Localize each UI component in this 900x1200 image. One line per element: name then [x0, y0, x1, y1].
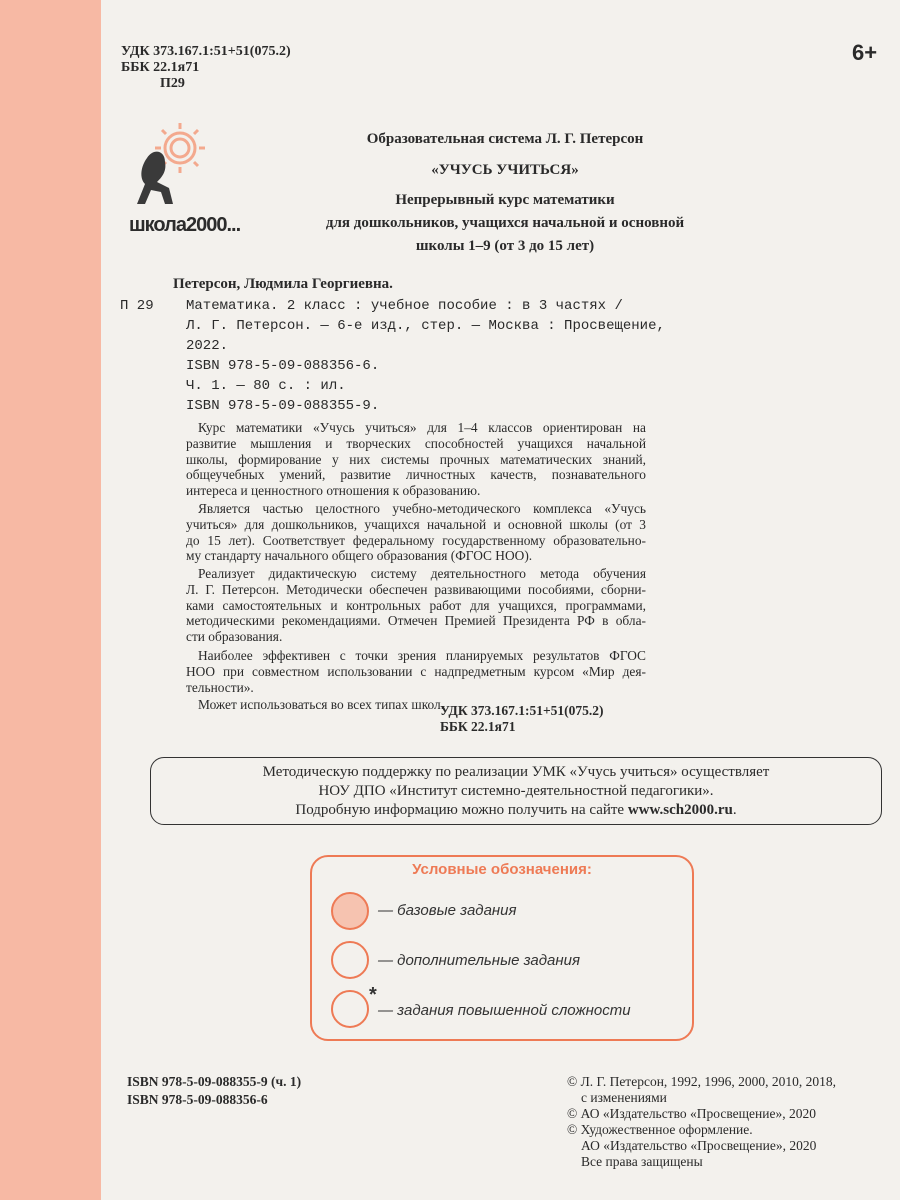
copyright-line: © Л. Г. Петерсон, 1992, 1996, 2000, 2010, 2018,: [567, 1074, 837, 1089]
isbn-set: ISBN 978-5-09-088356-6: [127, 1092, 268, 1107]
series-desc-1: Непрерывный курс математики: [395, 192, 615, 208]
logo-text: школа2000...: [129, 214, 241, 236]
catalog-line: ISBN 978-5-09-088356-6.: [186, 358, 380, 374]
support-line-3: Подробную информацию можно получить на сайте www.sch2000.ru.: [295, 802, 737, 818]
left-color-stripe: [0, 0, 101, 1200]
copyright-line: Все права защищены: [581, 1154, 703, 1169]
legend-hard: — задания повышенной сложности: [378, 1002, 631, 1019]
catalog-author: Петерсон, Людмила Георгиевна.: [173, 276, 393, 292]
additional-task-circle-icon: [331, 941, 369, 979]
author-mark: П29: [160, 76, 185, 91]
catalog-line: Математика. 2 класс : учебное пособие : в 3 частях /: [186, 298, 623, 314]
annotation-paragraph: Реализует дидактическую систему деятельностного метода обучения Л. Г. Петерсон. Методически обеспечен развивающими пособиями, сборни- ками самостоятельных и контрольных работ для учащихся, программами, методическими рекомендациями. Отмечен Премией Президента РФ в обла- сти образования.: [186, 566, 646, 645]
copyright-line: АО «Издательство «Просвещение», 2020: [581, 1138, 817, 1153]
annotation-paragraph: Курс математики «Учусь учиться» для 1–4 классов ориентирован на развитие мышления и творческих способностей учащихся начальной школы, формирование у них системы прочных математических знаний, общеучебных умений, развитие личностных качеств, познавательного интереса и ценностного отношения к образованию.: [186, 420, 646, 499]
copyright-line: © АО «Издательство «Просвещение», 2020: [567, 1106, 816, 1121]
website-link[interactable]: www.sch2000.ru: [627, 802, 733, 818]
hard-task-circle-icon: [331, 990, 369, 1028]
copyright-line: с изменениями: [581, 1090, 667, 1105]
support-line-1: Методическую поддержку по реализации УМК «Учусь учиться» осуществляет: [262, 764, 770, 780]
basic-task-circle-icon: [331, 892, 369, 930]
footer-bbk: ББК 22.1я71: [440, 719, 516, 734]
isbn-part: ISBN 978-5-09-088355-9 (ч. 1): [127, 1074, 302, 1089]
catalog-line: Л. Г. Петерсон. — 6-е изд., стер. — Москва : Просвещение,: [186, 318, 665, 334]
series-name: «УЧУСЬ УЧИТЬСЯ»: [431, 162, 579, 178]
catalog-line: 2022.: [186, 338, 229, 354]
series-system: Образовательная система Л. Г. Петерсон: [366, 131, 644, 147]
star-icon: *: [369, 984, 377, 1006]
legend-additional: — дополнительные задания: [378, 952, 581, 969]
catalog-line: Ч. 1. — 80 с. : ил.: [186, 378, 346, 394]
annotation-paragraph: Является частью целостного учебно-методического комплекса «Учусь учиться» для дошкольников, учащихся начальной и основной школы (от 3 до 15 лет). Соответствует федеральному государственному образовательно- му стандарту начального общего образования (ФГОС НОО).: [186, 501, 646, 564]
annotation-paragraph: Может использоваться во всех типах школ.: [198, 697, 445, 712]
series-desc-3: школы 1–9 (от 3 до 15 лет): [415, 238, 595, 254]
bbk-code: ББК 22.1я71: [121, 60, 200, 75]
support-line-2: НОУ ДПО «Институт системно-деятельностной педагогики».: [318, 783, 714, 799]
catalog-code: П 29: [120, 298, 154, 314]
school-2000-logo: [125, 118, 265, 248]
copyright-line: © Художественное оформление.: [567, 1122, 753, 1137]
series-desc-2: для дошкольников, учащихся начальной и основной: [325, 215, 685, 231]
footer-udk: УДК 373.167.1:51+51(075.2): [440, 703, 604, 718]
legend-title: Условные обозначения:: [412, 861, 592, 878]
age-rating: 6+: [852, 40, 878, 65]
annotation-paragraph: Наиболее эффективен с точки зрения планируемых результатов ФГОС НОО при совместном использовании с надпредметным курсом «Мир дея- тельности».: [186, 648, 646, 695]
legend-basic: — базовые задания: [378, 902, 517, 919]
udk-code: УДК 373.167.1:51+51(075.2): [121, 44, 291, 59]
catalog-line: ISBN 978-5-09-088355-9.: [186, 398, 380, 414]
